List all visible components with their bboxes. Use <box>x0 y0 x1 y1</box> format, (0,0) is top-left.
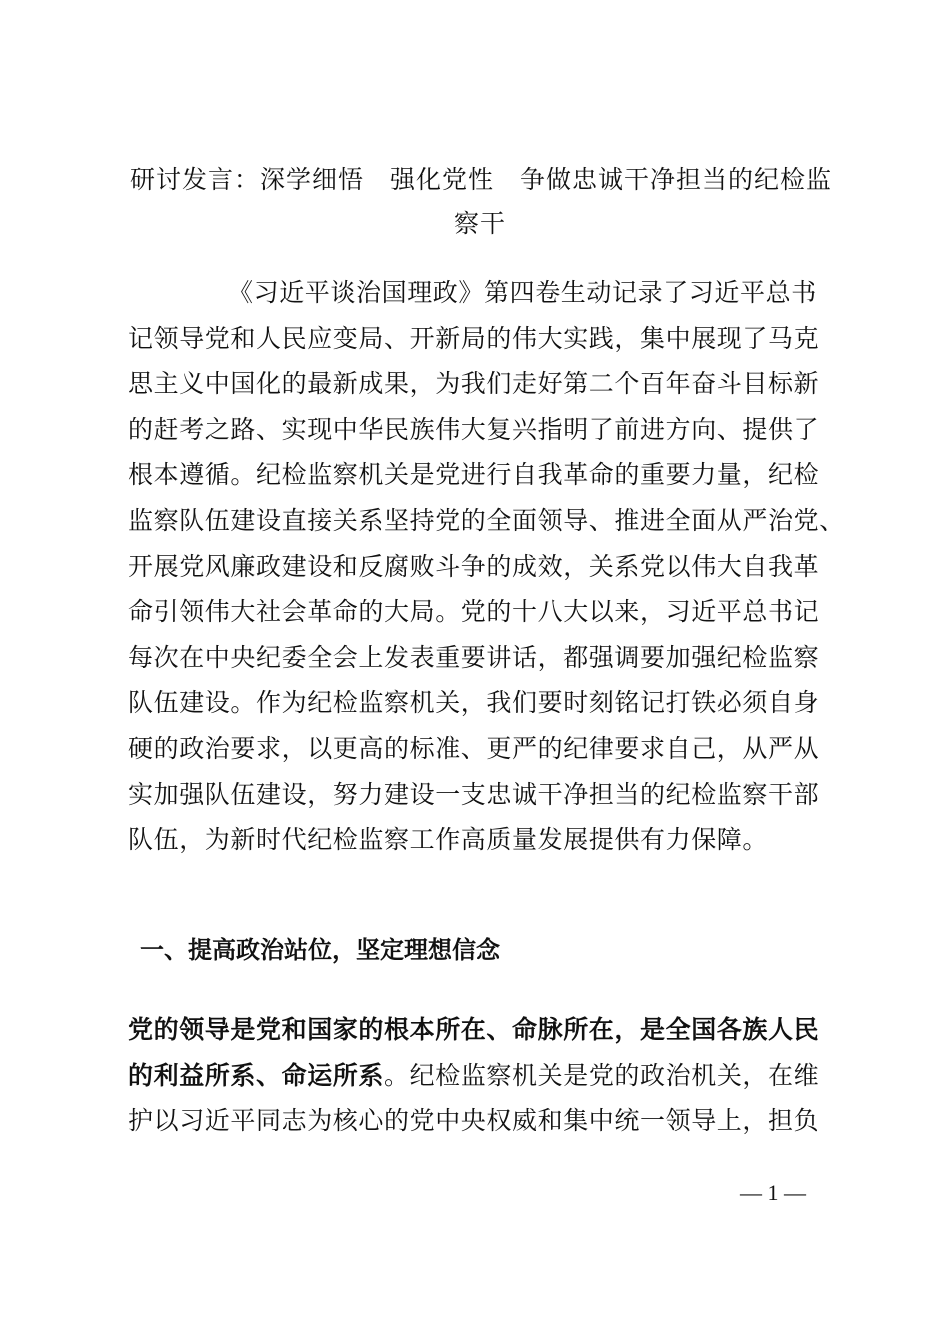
section-paragraph <box>128 1007 848 1144</box>
paragraph-line: 思主义中国化的最新成果，为我们走好第二个百年奋斗目标新 <box>128 369 820 399</box>
title-line-1: 研讨发言：深学细悟 强化党性 争做忠诚干净担当的纪检监 <box>130 165 833 194</box>
paragraph-line: 记领导党和人民应变局、开新局的伟大实践，集中展现了马克 <box>128 323 820 353</box>
paragraph-line: 护以习近平同志为核心的党中央权威和集中统一领导上，担负 <box>128 1106 820 1136</box>
paragraph-line: 队伍建设。作为纪检监察机关，我们要时刻铭记打铁必须自身 <box>128 688 820 718</box>
paragraph-line: 监察队伍建设直接关系坚持党的全面领导、推进全面从严治党、 <box>128 505 845 535</box>
document-title <box>130 158 833 246</box>
bold-phrase: 的利益所系、命运所系 <box>128 1060 385 1090</box>
paragraph-line: 根本遵循。纪检监察机关是党进行自我革命的重要力量，纪检 <box>128 460 820 490</box>
paragraph-line: 党的领导是党和国家的根本所在、命脉所在，是全国各族人民 <box>128 1015 820 1044</box>
paragraph-line: 命引领伟大社会革命的大局。党的十八大以来，习近平总书记 <box>128 597 820 627</box>
paragraph-line: 硬的政治要求，以更高的标准、更严的纪律要求自己，从严从 <box>128 733 820 763</box>
paragraph-line: 《习近平谈治国理政》第四卷生动记录了习近平总书 <box>228 278 817 307</box>
section-heading: 一、提高政治站位，坚定理想信念 <box>140 936 500 964</box>
page-number: — 1 — <box>740 1180 806 1205</box>
paragraph-line: 每次在中央纪委全会上发表重要讲话，都强调要加强纪检监察 <box>128 642 820 672</box>
regular-phrase: 。纪检监察机关是党的政治机关，在维 <box>384 1060 820 1090</box>
paragraph-line: 开展党风廉政建设和反腐败斗争的成效，关系党以伟大自我革 <box>128 551 820 581</box>
paragraph-line: 队伍，为新时代纪检监察工作高质量发展提供有力保障。 <box>128 825 769 855</box>
paragraph-line-mixed <box>128 1053 848 1099</box>
paragraph-line: 的赶考之路、实现中华民族伟大复兴指明了前进方向、提供了 <box>128 414 820 444</box>
title-line-2: 察干 <box>453 209 506 238</box>
intro-paragraph <box>128 270 848 863</box>
paragraph-line: 实加强队伍建设，努力建设一支忠诚干净担当的纪检监察干部 <box>128 779 820 809</box>
